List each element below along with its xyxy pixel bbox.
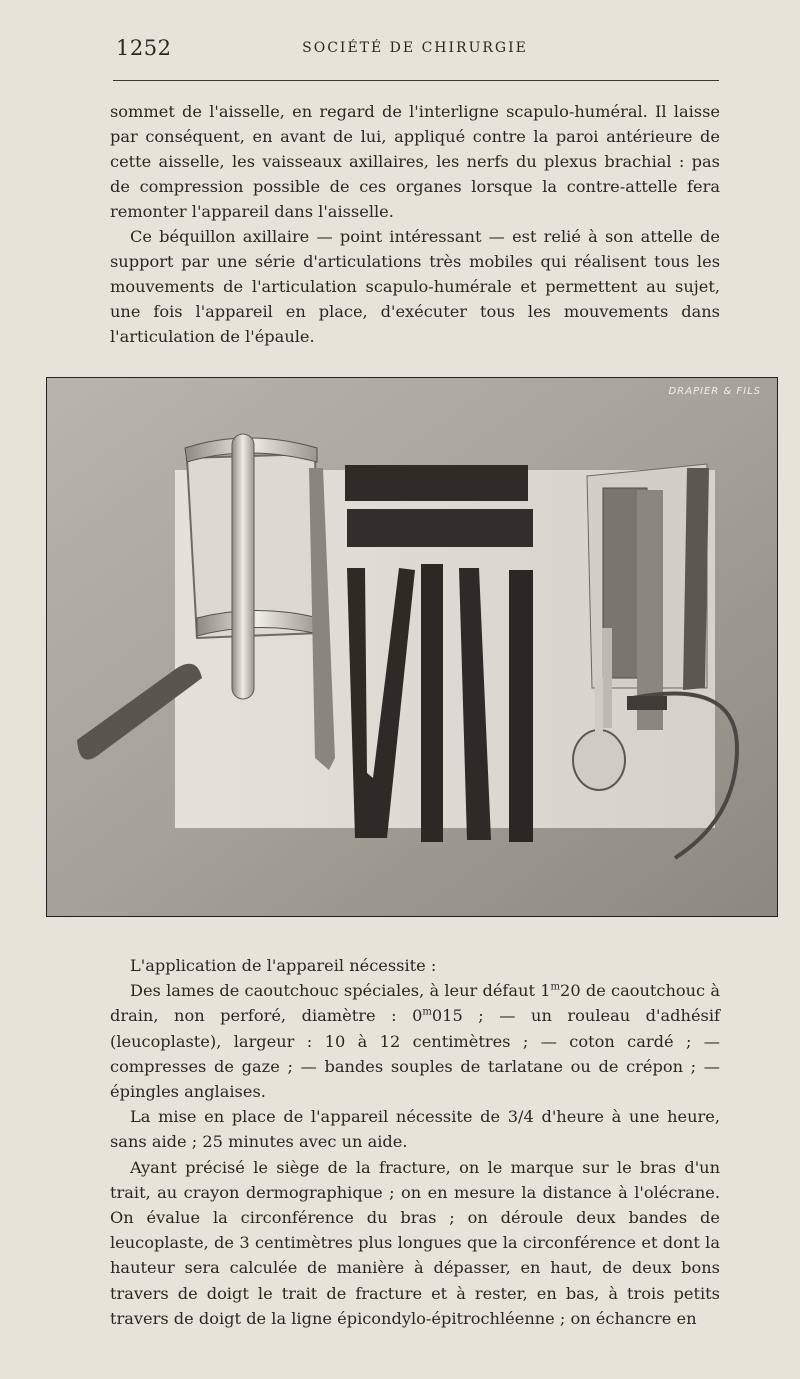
- paragraph: L'application de l'appareil nécessite :: [130, 956, 437, 975]
- apparatus-photograph: [46, 377, 778, 917]
- text-run: 015 ; — un rouleau d'adhésif (leucoplaste), largeur : 10 à 12 centimètres ; — coton cardé ; — compresses de gaze ; — bandes souples de tarlatane ou de crépon ; — épingles anglaises.: [110, 1006, 720, 1102]
- running-title: SOCIÉTÉ DE CHIRURGIE: [302, 40, 528, 56]
- header-rule: [113, 80, 719, 81]
- text-run: Des lames de caoutchouc spéciales, à leur défaut 1: [130, 981, 551, 1001]
- paragraph: Ayant précisé le siège de la fracture, on le marque sur le bras d'un trait, au crayon dermographique ; on en mesure la distance à l'olécrane. On évalue la circonférence du bras ; on déroule deux bandes de leucoplaste, de 3 centimètres plus longues que la circonférence et dont la hauteur sera calculée de manière à dépasser, en haut, de deux bons travers de doigt le trait de fracture et à rester, en bas, à trois petits travers de doigt de la ligne épicondylo-épitrochléenne ; on échancre en: [110, 1157, 720, 1328]
- unit-superscript: m: [422, 1007, 432, 1019]
- page-header: [110, 36, 720, 66]
- paragraph: La mise en place de l'appareil nécessite de 3/4 d'heure à une heure, sans aide ; 25 minutes avec un aide.: [110, 1107, 720, 1152]
- page-number: 1252: [116, 36, 172, 60]
- text-block-bottom: [110, 953, 720, 1331]
- paragraph: sommet de l'aisselle, en regard de l'interligne scapulo-huméral. Il laisse par conséquent, en avant de lui, appliqué contre la paroi antérieure de cette aisselle, les vaisseaux axillaires, les nerfs du plexus brachial : pas de compression possible de ces organes lorsque la contre-attelle fera remonter l'appareil dans l'aisselle.: [110, 102, 720, 221]
- text-run: 20 de caoutchouc à drain, non perforé, diamètre : 0: [110, 981, 720, 1026]
- paragraph: Ce béquillon axillaire — point intéressant — est relié à son attelle de support par une série d'articulations très mobiles qui réalisent tous les mouvements de l'articulation scapulo-humérale et permettent au sujet, une fois l'appareil en place, d'exécuter tous les mouvements dans l'articulation de l'épaule.: [110, 227, 720, 346]
- unit-superscript: m: [550, 981, 561, 993]
- engraver-watermark: DRAPIER & FILS: [668, 386, 761, 397]
- paragraph: [110, 978, 720, 1104]
- photograph-illustration: [47, 378, 777, 916]
- text-block-top: [110, 99, 720, 349]
